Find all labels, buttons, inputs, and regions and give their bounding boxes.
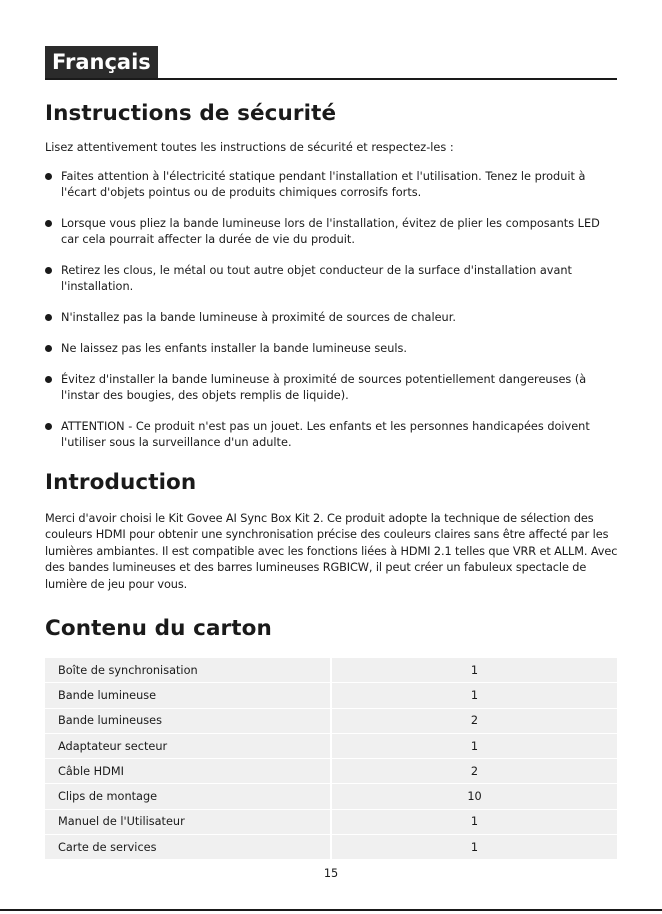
safety-item: ATTENTION - Ce produit n'est pas un jouet. Les enfants et les personnes handicapées doivent l'utiliser sous la surveillance d'un adulte.: [45, 419, 617, 451]
safety-item: Faites attention à l'électricité statique pendant l'installation et l'utilisation. Tenez le produit à l'écart d'objets pointus ou de produits chimiques corrosifs forts.: [45, 169, 617, 201]
safety-item: Lorsque vous pliez la bande lumineuse lors de l'installation, évitez de plier les composants LED car cela pourrait affecter la durée de vie du produit.: [45, 216, 617, 248]
item-name: Carte de services: [45, 835, 332, 859]
item-qty: 2: [332, 709, 617, 733]
table-row: [45, 810, 617, 834]
bullet-icon: [45, 376, 52, 383]
item-name: Bande lumineuse: [45, 683, 332, 707]
safety-item: Ne laissez pas les enfants installer la bande lumineuse seuls.: [45, 341, 617, 357]
item-name: Adaptateur secteur: [45, 734, 332, 758]
bullet-icon: [45, 345, 52, 352]
safety-item: N'installez pas la bande lumineuse à proximité de sources de chaleur.: [45, 310, 617, 326]
item-name: Clips de montage: [45, 784, 332, 808]
bullet-icon: [45, 220, 52, 227]
table-row: [45, 709, 617, 733]
safety-title: Instructions de sécurité: [45, 101, 337, 126]
table-row: [45, 759, 617, 783]
language-tab: Français: [45, 46, 158, 78]
table-row: [45, 658, 617, 682]
table-row: [45, 734, 617, 758]
introduction-title: Introduction: [45, 470, 197, 495]
item-qty: 1: [332, 683, 617, 707]
item-name: Câble HDMI: [45, 759, 332, 783]
safety-item: Retirez les clous, le métal ou tout autre objet conducteur de la surface d'installation avant l'installation.: [45, 263, 617, 295]
safety-list: [45, 169, 617, 466]
item-qty: 2: [332, 759, 617, 783]
item-qty: 1: [332, 835, 617, 859]
language-header: [45, 46, 617, 80]
contents-table: [45, 657, 617, 860]
contents-title: Contenu du carton: [45, 616, 272, 641]
bullet-icon: [45, 423, 52, 430]
table-row: [45, 683, 617, 707]
table-row: [45, 835, 617, 859]
item-qty: 1: [332, 658, 617, 682]
bottom-divider: [0, 909, 662, 911]
introduction-text: Merci d'avoir choisi le Kit Govee AI Sync Box Kit 2. Ce produit adopte la technique de sélection des couleurs HDMI pour obtenir une synchronisation précise des couleurs claires sans être affecté par les lumières ambiantes. Il est compatible avec les fonctions liées à HDMI 2.1 telles que VRR et ALLM. Avec des bandes lumineuses et des barres lumineuses RGBICW, il peut créer un fabuleux spectacle de lumière de jeu pour vous.: [45, 512, 618, 591]
table-row: [45, 784, 617, 808]
bullet-icon: [45, 314, 52, 321]
item-qty: 1: [332, 810, 617, 834]
safety-item: Évitez d'installer la bande lumineuse à proximité de sources potentiellement dangereuses (à l'instar des bougies, des objets remplis de liquide).: [45, 372, 617, 404]
bullet-icon: [45, 173, 52, 180]
item-name: Bande lumineuses: [45, 709, 332, 733]
item-qty: 10: [332, 784, 617, 808]
item-qty: 1: [332, 734, 617, 758]
item-name: Manuel de l'Utilisateur: [45, 810, 332, 834]
page-number: 15: [323, 867, 339, 880]
bullet-icon: [45, 267, 52, 274]
safety-intro: Lisez attentivement toutes les instructions de sécurité et respectez-les :: [45, 141, 454, 154]
item-name: Boîte de synchronisation: [45, 658, 332, 682]
